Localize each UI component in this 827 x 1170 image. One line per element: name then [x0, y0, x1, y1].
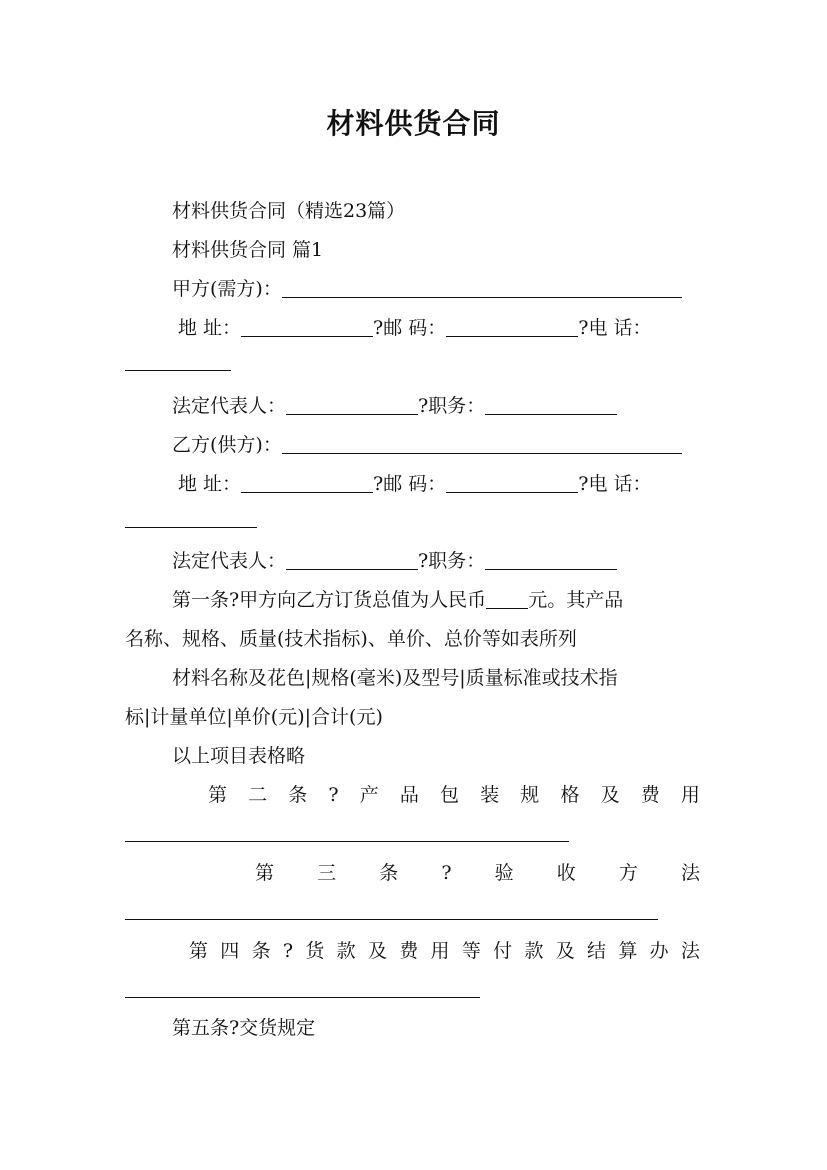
article3-char: ? [441, 862, 452, 884]
article4-blank [125, 997, 480, 998]
article4-char: 条 [251, 940, 271, 962]
table-note: 以上项目表格略 [172, 745, 306, 767]
party-a-rep-blank [286, 396, 418, 415]
section-heading: 材料供货合同 篇1 [172, 239, 324, 261]
party-a-postcode-label: ?邮 码： [373, 317, 447, 339]
article3-char: 验 [494, 862, 514, 884]
article2-char: ? [328, 784, 339, 806]
party-a-postcode-blank [446, 318, 578, 337]
article4-char: 第 [189, 940, 209, 962]
party-a-title-blank [485, 396, 617, 415]
article3-heading [255, 860, 700, 886]
article2-char: 用 [680, 784, 700, 806]
article2-char: 规 [520, 784, 540, 806]
article2-char: 第 [208, 784, 228, 806]
document-title: 材料供货合同 [326, 107, 501, 140]
article3-char: 条 [379, 862, 399, 884]
party-b-contact-line [178, 471, 652, 497]
party-b-label: 乙方(供方)： [172, 434, 282, 456]
party-b-rep-label: 法定代表人： [172, 550, 287, 572]
article4-char: 货 [305, 940, 325, 962]
party-a-address-blank [241, 318, 373, 337]
article2-char: 及 [600, 784, 620, 806]
party-a-phone-label: ?电 话： [578, 317, 652, 339]
article5-heading: 第五条?交货规定 [172, 1017, 316, 1039]
party-b-address-label: 地 址： [178, 473, 242, 495]
party-a-rep-label: 法定代表人： [172, 395, 287, 417]
article2-blank [125, 841, 569, 842]
article4-char: 等 [461, 940, 481, 962]
party-b-title-label: ?职务： [418, 550, 486, 572]
article4-char: 费 [399, 940, 419, 962]
article3-blank [125, 919, 658, 920]
party-b-line [172, 432, 682, 458]
article1-line1 [172, 587, 623, 613]
article1-text-a: 第一条?甲方向乙方订货总值为人民币 [172, 589, 487, 611]
party-b-address-blank [241, 474, 373, 493]
document-subtitle: 材料供货合同（精选23篇） [172, 200, 406, 222]
article4-heading [189, 938, 700, 964]
article4-char: 算 [618, 940, 638, 962]
party-a-contact-line [178, 315, 652, 341]
party-a-label: 甲方(需方)： [172, 278, 282, 300]
article4-char: 及 [555, 940, 575, 962]
party-b-postcode-blank [446, 474, 578, 493]
article2-char: 条 [288, 784, 308, 806]
article1-text-b: 元。其产品 [528, 589, 624, 611]
article3-char: 第 [255, 862, 275, 884]
article2-char: 费 [640, 784, 660, 806]
article3-char: 三 [317, 862, 337, 884]
article4-char: 及 [367, 940, 387, 962]
article2-char: 包 [440, 784, 460, 806]
article2-char: 产 [359, 784, 379, 806]
table-header-line1: 材料名称及花色|规格(毫米)及型号|质量标准或技术指 [172, 667, 618, 689]
article3-char: 法 [680, 862, 700, 884]
party-a-address-label: 地 址： [178, 317, 242, 339]
party-b-phone-label: ?电 话： [578, 473, 652, 495]
article4-char: 用 [430, 940, 450, 962]
article2-char: 二 [248, 784, 268, 806]
article4-char: 结 [587, 940, 607, 962]
article2-char: 格 [560, 784, 580, 806]
article1-line2: 名称、规格、质量(技术指标)、单价、总价等如表所列 [125, 628, 577, 650]
article4-char: 款 [336, 940, 356, 962]
party-b-rep-blank [286, 551, 418, 570]
article1-amount-blank [486, 590, 528, 609]
article3-char: 收 [556, 862, 576, 884]
party-a-title-label: ?职务： [418, 395, 486, 417]
party-b-postcode-label: ?邮 码： [373, 473, 447, 495]
party-b-phone-blank [125, 527, 257, 528]
article2-char: 装 [480, 784, 500, 806]
article2-char: 品 [399, 784, 419, 806]
party-a-rep-line [172, 393, 617, 419]
party-b-blank [282, 435, 682, 454]
article4-char: 四 [220, 940, 240, 962]
party-b-title-blank [485, 551, 617, 570]
article3-char: 方 [618, 862, 638, 884]
party-a-blank [282, 279, 682, 298]
table-header-line2: 标|计量单位|单价(元)|合计(元) [125, 706, 383, 728]
article2-heading [208, 782, 700, 808]
article4-char: 款 [524, 940, 544, 962]
article4-char: 法 [680, 940, 700, 962]
party-b-rep-line [172, 548, 617, 574]
article4-char: 办 [649, 940, 669, 962]
article4-char: 付 [493, 940, 513, 962]
party-a-line [172, 276, 682, 302]
party-a-phone-blank [125, 370, 231, 371]
article4-char: ? [282, 940, 294, 962]
